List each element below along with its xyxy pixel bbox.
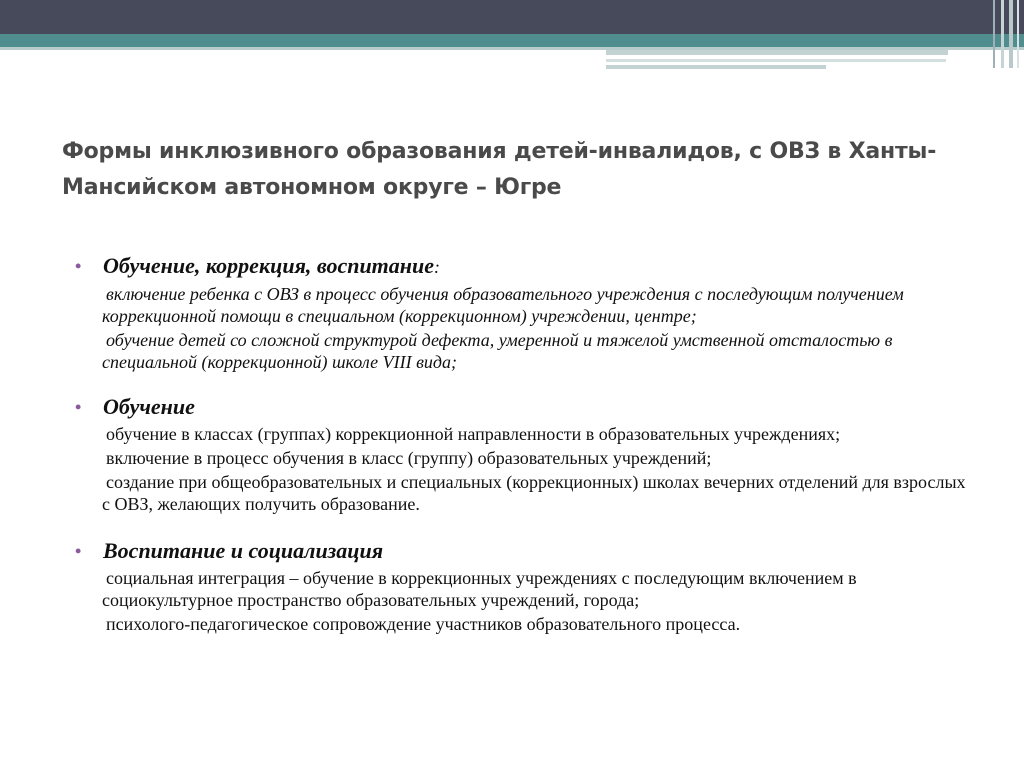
decor-line	[606, 65, 826, 69]
list-item: включение ребенка с ОВЗ в процесс обучения образовательного учреждения с последующим получением коррекционной помощи в специальном (коррекционном) учреждении, центре;	[102, 284, 904, 326]
top-banner-teal	[0, 34, 1024, 47]
list-item: социальная интеграция – обучение в коррекционных учреждениях с последующим включением в социокультурное пространство образовательных учреждений, города;	[102, 568, 857, 610]
bullet-dot-icon: •	[75, 256, 82, 276]
slide-body	[72, 252, 972, 653]
section-heading-suffix: :	[434, 257, 440, 277]
section-heading-text: Обучение, коррекция, воспитание	[103, 253, 434, 278]
section-upbringing-socialization	[72, 537, 972, 635]
list-item: включение в процесс обучения в класс (группу) образовательных учреждений;	[106, 448, 712, 468]
top-banner-dark	[0, 0, 1024, 34]
bullet-dot-icon: •	[75, 397, 82, 417]
list-item: обучение в классах (группах) коррекционной направленности в образовательных учреждениях;	[106, 424, 841, 444]
decor-line	[606, 50, 948, 55]
section-heading-text: Воспитание и социализация	[103, 538, 384, 563]
list-item: психолого-педагогическое сопровождение участников образовательного процесса.	[106, 614, 741, 634]
decor-stripe	[1001, 0, 1004, 68]
bullet-dot-icon: •	[75, 541, 82, 561]
decor-stripe	[993, 0, 995, 68]
section-heading	[72, 252, 972, 281]
section-training-correction-upbringing	[72, 252, 972, 373]
section-heading	[72, 537, 972, 565]
decor-stripe	[1017, 0, 1019, 68]
decor-stripe	[1009, 0, 1013, 68]
slide-title: Формы инклюзивного образования детей-инвалидов, с ОВЗ в Ханты-Мансийском автономном округе – Югре	[62, 139, 937, 200]
list-item: создание при общеобразовательных и специальных (коррекционных) школах вечерних отделений для взрослых с ОВЗ, желающих получить образование.	[102, 472, 966, 514]
section-heading-text: Обучение	[103, 394, 195, 419]
list-item: обучение детей со сложной структурой дефекта, умеренной и тяжелой умственной отсталостью в специальной (коррекционной) школе VIII вида;	[102, 330, 893, 372]
section-heading	[72, 393, 972, 421]
section-training	[72, 393, 972, 515]
decor-line	[606, 59, 946, 62]
